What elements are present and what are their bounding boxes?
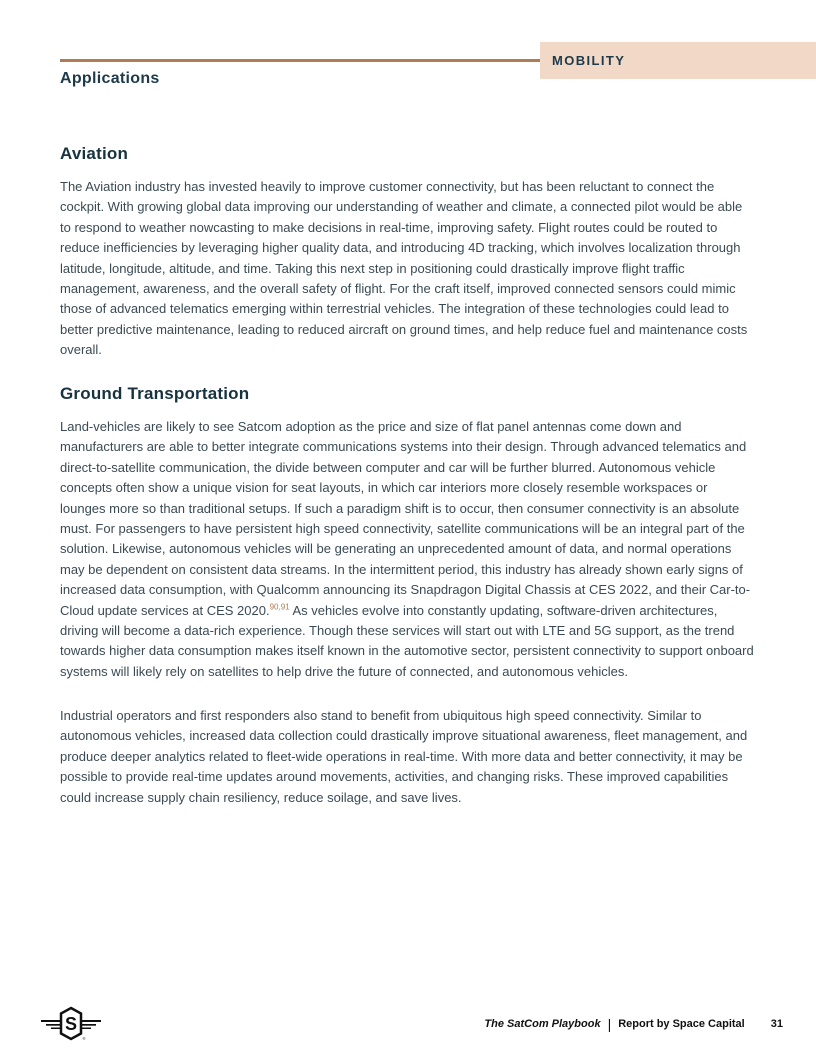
footer-credit: Report by Space Capital <box>618 1018 745 1030</box>
paragraph-aviation: The Aviation industry has invested heavily to improve customer connectivity, but has been reluctant to connect the cockpit. With growing global data improving our understanding of weather and climate, a connected pilot would be able to respond to weather nowcasting to make decisions in real-time, improving safety. Flight routes could be routed to reduce inefficiencies by leveraging higher quality data, and introducing 4D tracking, which involves localization through latitude, longitude, altitude, and time. Taking this next step in positioning could drastically improve flight traffic management, awareness, and the overall safety of flight. For the craft itself, improved connected sensors could mimic those of advanced telematics emerging within terrestrial vehicles. The integration of these technologies could lead to better predictive maintenance, leading to reduced aircraft on ground times, and help reduce fuel and maintenance costs overall. <box>60 179 748 358</box>
footer-separator: | <box>607 1016 612 1032</box>
heading-aviation: Aviation <box>60 144 129 163</box>
paragraph-ground-transportation-2: Industrial operators and first responders also stand to benefit from ubiquitous high speed connectivity. Similar to autonomous vehicles, increased data collection could drastically improve situational awareness, fleet management, and produce deeper analytics related to fleet-wide operations in real-time. With more data and better connectivity, it may be possible to provide real-time updates around movements, activities, and changing risks. These improved capabilities could increase supply chain resiliency, reduce soilage, and save lives. <box>60 708 748 805</box>
chapter-tag-label: MOBILITY <box>552 53 626 68</box>
chapter-tag <box>540 42 816 79</box>
footnote-marker[interactable]: 90,91 <box>269 602 290 612</box>
page-number: 31 <box>770 1018 783 1030</box>
page-section-label: Applications <box>60 70 160 87</box>
svg-text:®: ® <box>82 1036 86 1041</box>
footer-book-title: The SatCom Playbook <box>484 1018 601 1030</box>
svg-text:S: S <box>64 1014 78 1034</box>
header-accent-rule <box>60 59 540 62</box>
footer <box>60 1016 783 1032</box>
ground-p1-text-before-footnote: Land-vehicles are likely to see Satcom adoption as the price and size of flat panel antennas come down and manufacturers are able to better integrate communications systems into their design. Through advanced telematics and direct-to-satellite communication, the divide between computer and car will be further blurred. Autonomous vehicle concepts often show a unique vision for seat layouts, in which car interiors more closely resemble workspaces or lounges more so than traditional setups. If such a paradigm shift is to occur, then consumer connectivity is an absolute must. For passengers to have persistent high speed connectivity, satellite communications will be an integral part of the solution. Likewise, autonomous vehicles will be generating an unprecedented amount of data, and normal operations may be dependent on consistent data streams. In the intermittent period, this industry has already shown early signs of increased data consumption, with Qualcomm announcing its Snapdragon Digital Chassis at CES 2022, and their Car-to-Cloud update services at CES 2020. <box>60 419 751 618</box>
paragraph-ground-transportation-1 <box>60 417 756 682</box>
ground-p1-text-after-footnote: As vehicles evolve into constantly updating, software-driven architectures, driving will become a data-rich experience. Though these services will start out with LTE and 5G support, as the trend towards higher data consumption makes itself known in the automotive sector, persistent connectivity to support onboard systems will likely rely on satellites to help drive the future of connected, and autonomous vehicles. <box>60 602 754 679</box>
heading-ground-transportation: Ground Transportation <box>60 384 250 403</box>
